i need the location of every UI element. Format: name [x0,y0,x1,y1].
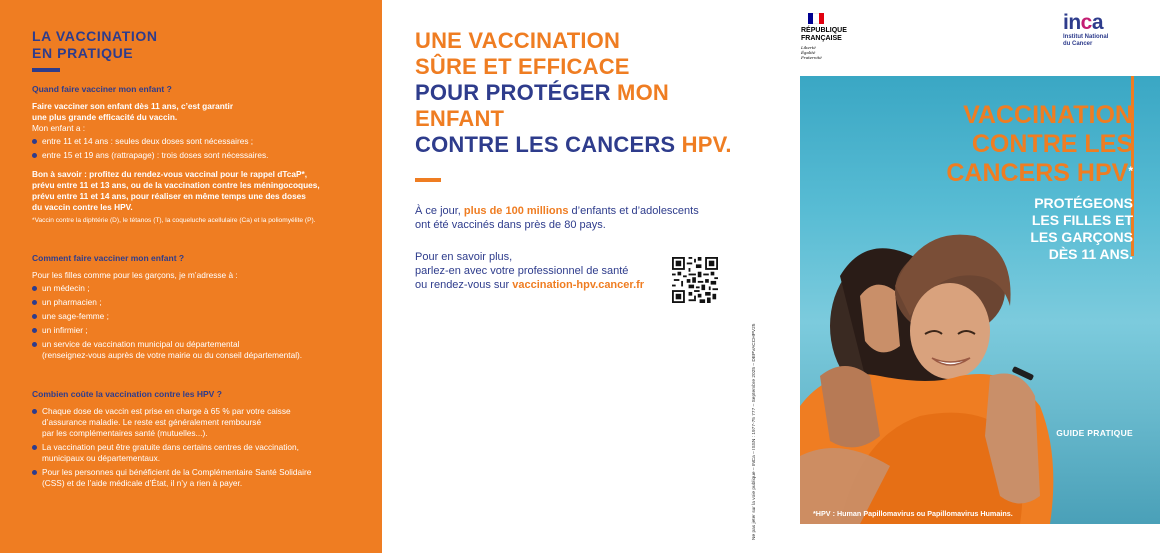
tip-footnote: *Vaccin contre la diphtérie (D), le tétanos (T), la coqueluche acellulaire (Ca) et la poliomyélite (P). [32,217,316,224]
list-item: un pharmacien ; [32,297,352,308]
how-section [32,253,352,361]
list-item: Pour les personnes qui bénéficient de la Complémentaire Santé Solidaire (CSS) et de l’aide médicale d’État, il n’y a rien à payer. [32,467,352,489]
message-panel [382,0,780,553]
list-item: un médecin ; [32,283,352,294]
question-cost: Combien coûte la vaccination contre les HPV ? [32,389,222,399]
qr-code-icon[interactable] [672,257,718,303]
inca-logo [1063,12,1143,48]
child-age-label: Mon enfant a : [32,123,86,133]
guide-label: GUIDE PRATIQUE [1056,428,1133,438]
when-section [32,84,352,161]
marianne-flag-icon [808,13,824,24]
provider-list [32,283,352,361]
website-link[interactable]: vaccination-hpv.cancer.fr [512,279,645,291]
cover-photo [800,76,1160,524]
when-intro-line2: une plus grande efficacité du vaccin. [32,112,178,122]
tip-line: du vaccin contre les HPV. [32,202,133,212]
question-when: Quand faire vacciner mon enfant ? [32,84,172,94]
hpv-footnote: *HPV : Human Papillomavirus ou Papillomavirus Humains. [813,509,1013,518]
rf-wordmark: RÉPUBLIQUE FRANÇAISE [801,27,847,42]
list-item: entre 11 et 14 ans : seules deux doses sont nécessaires ; [32,136,352,147]
tip-section [32,169,352,225]
tip-line: prévu entre 11 et 13 ans, ou de la vaccination contre les méningocoques, [32,180,320,190]
more-info-text: Pour en savoir plus, parlez-en avec votre professionnel de santé ou rendez-vous sur vaccination-hpv.cancer.fr [415,251,645,291]
cost-list [32,406,352,489]
when-intro-line1: Faire vacciner son enfant dès 11 ans, c’est garantir [32,101,234,111]
practical-info-panel [0,0,382,553]
cost-section [32,389,352,489]
question-how: Comment faire vacciner mon enfant ? [32,253,185,263]
list-item: un service de vaccination municipal ou départemental (renseignez-vous auprès de votre mairie ou du conseil départemental). [32,339,352,361]
list-item: une sage-femme ; [32,311,352,322]
list-item: un infirmier ; [32,325,352,336]
headline-rule [415,178,441,182]
inca-subtitle: Institut National du Cancer [1063,34,1109,47]
headline: UNE VACCINATION SÛRE ET EFFICACE POUR PROTÉGER MON ENFANT CONTRE LES CANCERS HPV. [415,28,732,157]
republique-francaise-logo [801,13,861,60]
more-info-block [415,250,750,303]
tip-line: prévu entre 11 et 14 ans, pour réaliser en même temps une des doses [32,191,306,201]
cover-panel [780,0,1160,553]
rf-motto: Liberté Égalité Fraternité [801,45,822,60]
list-item: entre 15 et 19 ans (rattrapage) : trois doses sont nécessaires. [32,150,352,161]
cover-subtitle: PROTÉGEONS LES FILLES ET LES GARÇONS DÈS 11 ANS. [1030,195,1133,262]
legal-reference: Ne pas jeter sur la voie publique – INCa – ISSN : 1977-75 777 – Septembre 2025 – DEPVACCHPV25 [752,323,757,540]
title-rule [32,68,60,72]
list-item: Chaque dose de vaccin est prise en charge à 65 % par votre caisse d’assurance maladie. Le reste est généralement remboursé par les complémentaires santé (mutuelles...). [32,406,352,439]
list-item: La vaccination peut être gratuite dans certains centres de vaccination, municipaux ou départementaux. [32,442,352,464]
cover-title: VACCINATION CONTRE LES CANCERS HPV* [946,101,1133,187]
vaccination-stat: À ce jour, plus de 100 millions d’enfants et d’adolescents ont été vaccinés dans près de 80 pays. [415,205,699,231]
age-list [32,136,352,161]
panel-title: LA VACCINATION EN PRATIQUE [32,28,158,61]
inca-wordmark: inca [1063,11,1104,34]
tip-line: Bon à savoir : profitez du rendez-vous vaccinal pour le rappel dTcaP*, [32,169,308,179]
how-intro: Pour les filles comme pour les garçons, je m’adresse à : [32,270,238,280]
